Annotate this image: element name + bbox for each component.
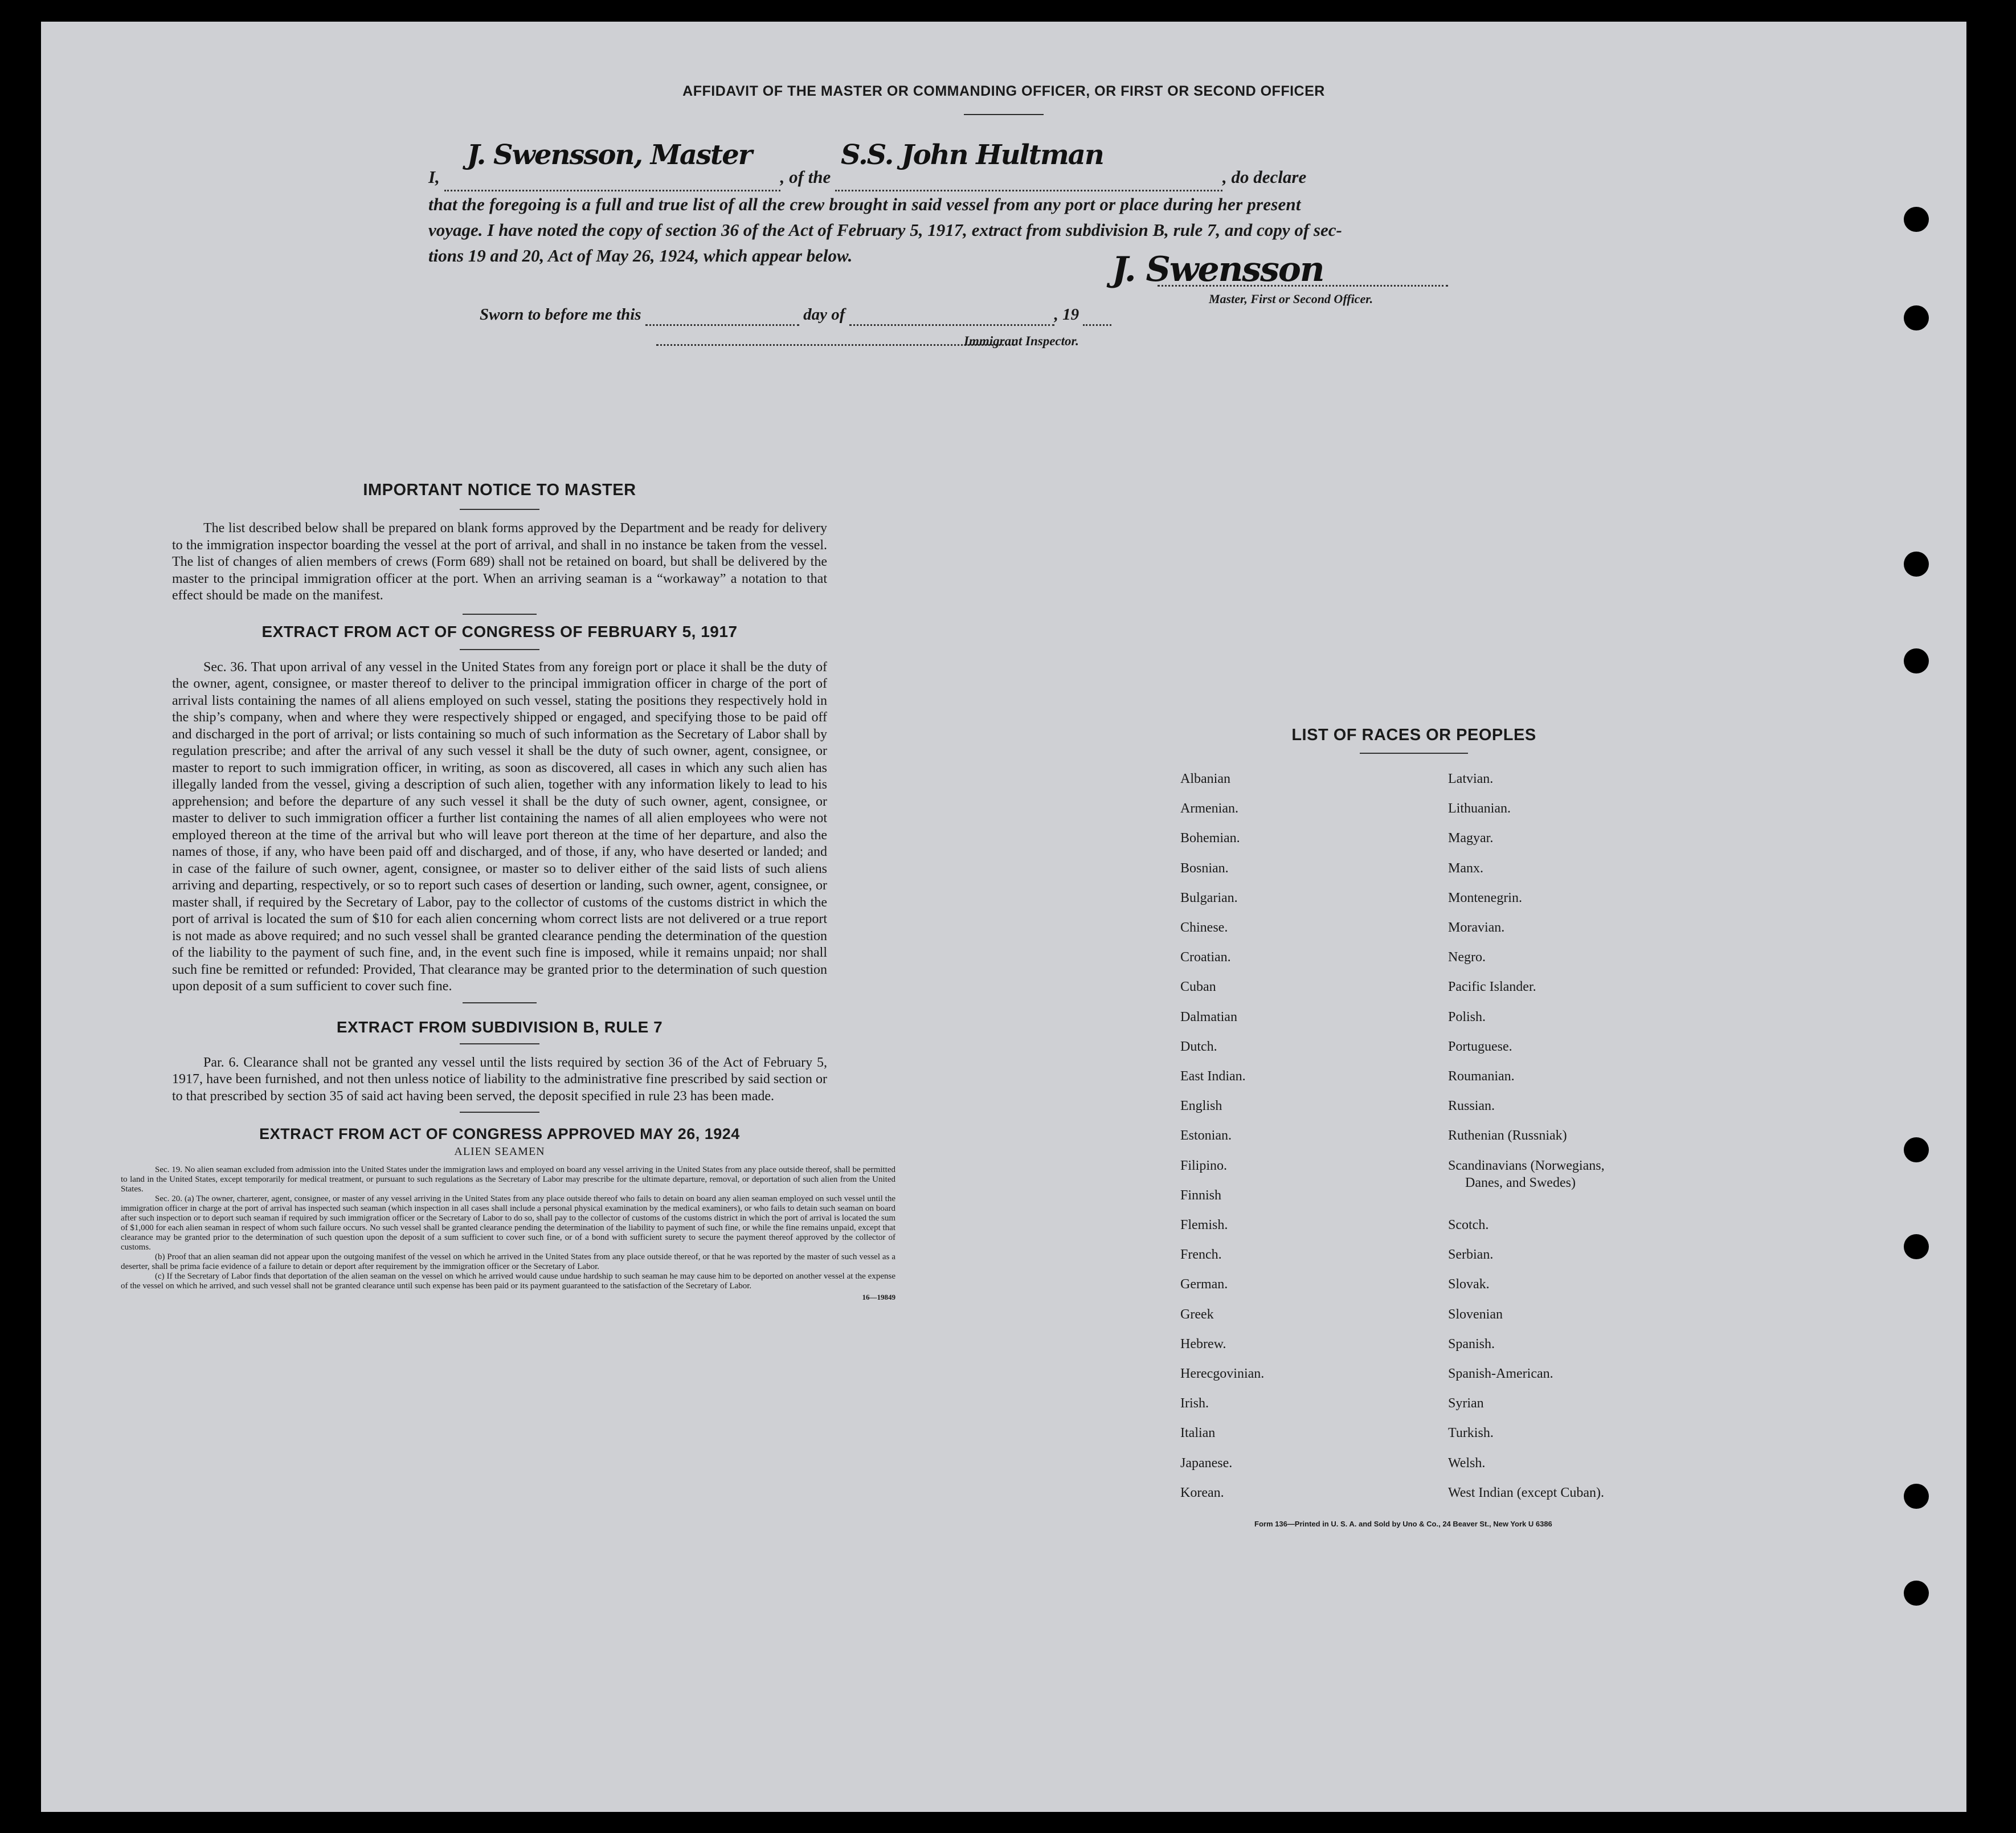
punch-hole <box>1904 1581 1929 1606</box>
race-item: Latvian. <box>1448 771 1494 786</box>
race-item: Irish. <box>1180 1396 1209 1411</box>
races-right-column <box>1408 771 1807 1546</box>
races-section <box>1158 726 1670 754</box>
race-item: Cuban <box>1180 979 1216 995</box>
race-item: Serbian. <box>1448 1247 1494 1263</box>
race-item: Slovak. <box>1448 1277 1490 1292</box>
affidavit-line-4: tions 19 and 20, Act of May 26, 1924, which appear below. <box>428 246 853 266</box>
race-item: Lithuanian. <box>1448 801 1511 817</box>
subdivision-body: Par. 6. Clearance shall not be granted any vessel until the lists required by section 36 of the Act of February 5, 1917, have been furnished, and not then unless notice of liability to the administrative fine prescribed by said section or to that prescribed by section 35 of said act having been served, the deposit specified in rule 23 has been made. <box>172 1055 827 1104</box>
signature-line <box>1158 285 1448 287</box>
affidavit-line-3: voyage. I have noted the copy of section 36 of the Act of February 5, 1917, extract from subdivision B, rule 7, and copy of sec- <box>428 220 1342 240</box>
race-item: French. <box>1180 1247 1222 1263</box>
race-item: Ruthenian (Russniak) <box>1448 1128 1567 1144</box>
section-20b: (b) Proof that an alien seaman did not appear upon the outgoing manifest of the vessel on which he arrived in the United States from any place outside thereof, or that he was reported by the master of such vessel as a deserter, shall be prima facie evidence of a failure to detain or deport after requirement by the immigration officer or the Secretary of Labor. <box>121 1252 895 1271</box>
race-item: Scotch. <box>1448 1218 1489 1232</box>
affidavit-of-the: , of the <box>780 167 831 187</box>
punch-hole <box>1904 552 1929 577</box>
section-20c: (c) If the Secretary of Labor finds that deportation of the alien seaman on the vessel on which he arrived would cause undue hardship to such seaman he may cause him to be deported on another vessel at the expense of the vessel on which he arrived, and such vessel shall not be granted clearance until such expense has been paid or its payment guaranteed to the satisfaction of the Secretary of Labor. <box>121 1272 895 1291</box>
subdivision-divider <box>460 1043 539 1044</box>
master-name-handwriting: J. Swensson, Master <box>467 139 752 171</box>
race-item: Hebrew. <box>1180 1336 1226 1352</box>
race-item: Bohemian. <box>1180 831 1240 846</box>
race-item: Pacific Islander. <box>1448 979 1536 995</box>
race-item: Spanish. <box>1448 1336 1495 1352</box>
subdivision-end-divider <box>460 1112 539 1113</box>
punch-hole <box>1904 1137 1929 1162</box>
affidavit-title: AFFIDAVIT OF THE MASTER OR COMMANDING OFFICER, OR FIRST OR SECOND OFFICER <box>682 83 1325 99</box>
punch-hole <box>1904 305 1929 330</box>
form-footer: Form 136—Printed in U. S. A. and Sold by Uno & Co., 24 Beaver St., New York U 6386 <box>1254 1520 1552 1528</box>
alien-seamen-subtitle: ALIEN SEAMEN <box>454 1145 545 1158</box>
race-item: Russian. <box>1448 1099 1495 1114</box>
extract-1917-divider <box>460 649 539 650</box>
race-item: East Indian. <box>1180 1069 1246 1084</box>
race-item: Croatian. <box>1180 950 1231 965</box>
race-item: Negro. <box>1448 950 1486 965</box>
affidavit-line-2: that the foregoing is a full and true list of all the crew brought in said vessel from any port or place during her present <box>428 194 1301 214</box>
race-item: Albanian <box>1180 771 1230 786</box>
race-item: Syrian <box>1448 1396 1484 1411</box>
notice-title: IMPORTANT NOTICE TO MASTER <box>363 481 636 499</box>
extract-1924-title: EXTRACT FROM ACT OF CONGRESS APPROVED MAY 26, 1924 <box>259 1125 740 1142</box>
affidavit-declaration <box>428 139 1545 268</box>
sworn-year: 19 <box>1062 305 1079 324</box>
races-title: LIST OF RACES OR PEOPLES <box>1291 726 1536 744</box>
race-item: Scandinavians (Norwegians, <box>1448 1158 1605 1173</box>
master-name-field <box>444 139 780 191</box>
race-item: Estonian. <box>1180 1128 1232 1144</box>
section-20a: Sec. 20. (a) The owner, charterer, agent, consignee, or master of any vessel arriving in the United States from any place outside thereof who fails to detain on board any alien seaman employed on such vessel until the immigration officer in charge at the port of arrival has inspected such seaman (which inspection in all cases shall include a personal physical examination by the medical examiners), or who fails to detain such seaman on board after such inspection or to deport such seaman if required by such immigration officer or the Secretary of Labor to do so, shall pay to the collector of customs of the customs district in which the port of arrival is located the sum of $1,000 for each alien seaman in respect of whom such failure occurs. No such vessel shall be granted clearance pending the determination of the liability to payment of such fine, or while the fine remains unpaid, except that clearance may be granted prior to the determination of such question upon the deposit of a sum sufficient to cover such fine, or of a bond with sufficient surety to secure the payment thereof approved by the collector of customs. <box>121 1194 895 1252</box>
race-item: Slovenian <box>1448 1307 1503 1322</box>
race-item: Manx. <box>1448 860 1483 876</box>
sworn-day-of: day of <box>803 305 845 324</box>
notice-end-divider <box>463 614 537 615</box>
race-item: Dutch. <box>1180 1039 1217 1054</box>
race-item: Portuguese. <box>1448 1039 1512 1054</box>
races-left-column <box>1180 771 1408 1546</box>
race-item: Greek <box>1180 1307 1214 1322</box>
race-item: Spanish-American. <box>1448 1366 1553 1381</box>
notice-body: The list described below shall be prepared on blank forms approved by the Department and be ready for delivery to the immigration inspector boarding the vessel at the port of arrival, and shall in no instance be taken from the vessel. The list of changes of alien members of crews (Form 689) shall not be retained on board, but shall be delivered by the master to the principal immigration officer at the port. When an arriving seaman is a “workaway” a notation to that effect should be made on the manifest. <box>172 521 827 603</box>
race-item: Armenian. <box>1180 801 1238 817</box>
document-sheet <box>41 22 1966 1812</box>
sworn-line: Sworn to before me this day of , 19 <box>480 305 1111 326</box>
extract-1917-end-divider <box>463 1002 537 1003</box>
inspector-label: Immigrant Inspector. <box>964 334 1079 348</box>
race-item: Filipino. <box>1180 1158 1228 1173</box>
race-item: Montenegrin. <box>1448 890 1522 905</box>
race-item: German. <box>1180 1277 1228 1292</box>
races-divider <box>1360 753 1468 754</box>
race-item: Welsh. <box>1448 1455 1486 1471</box>
race-item: Bulgarian. <box>1180 890 1238 905</box>
race-item: Finnish <box>1180 1187 1222 1203</box>
race-item: Bosnian. <box>1180 860 1229 876</box>
sworn-year-field <box>1083 305 1111 326</box>
race-item: Magyar. <box>1448 831 1494 846</box>
race-item: Danes, and Swedes) <box>1465 1175 1576 1190</box>
extract-1917-title: EXTRACT FROM ACT OF CONGRESS OF FEBRUARY 5, 1917 <box>261 622 738 640</box>
sworn-prefix: Sworn to before me this <box>480 305 641 324</box>
affidavit-line-1 <box>428 139 1545 191</box>
print-code: 16—19849 <box>862 1293 895 1301</box>
race-item: West Indian (except Cuban). <box>1448 1485 1604 1500</box>
race-item: Polish. <box>1448 1009 1486 1024</box>
race-item: Herecgovinian. <box>1180 1366 1265 1381</box>
race-item: Flemish. <box>1180 1218 1228 1232</box>
subdivision-title: EXTRACT FROM SUBDIVISION B, RULE 7 <box>336 1018 663 1036</box>
punch-hole <box>1904 1484 1929 1509</box>
affidavit-do-declare: , do declare <box>1222 167 1307 187</box>
signature-handwriting: J. Swensson <box>1112 250 1324 289</box>
sworn-day-field <box>645 305 799 326</box>
race-item: Chinese. <box>1180 920 1228 935</box>
notice-divider <box>460 509 539 510</box>
race-item: Korean. <box>1180 1485 1224 1500</box>
race-item: Dalmatian <box>1180 1009 1237 1024</box>
inspector-line <box>656 344 1015 346</box>
signature-label: Master, First or Second Officer. <box>1209 292 1373 306</box>
section-19: Sec. 19. No alien seaman excluded from admission into the United States under the immigration laws and employed on board any vessel arriving in the United States from any place outside thereof, shall be permitted to land in the United States, except temporarily for medical treatment, or pursuant to such regulations as the Secretary of Labor may prescribe for the ultimate departure, removal, or deportation of such alien from the United States. <box>121 1165 895 1194</box>
punch-hole <box>1904 648 1929 673</box>
left-column <box>121 481 895 1302</box>
extract-1917-body: Sec. 36. That upon arrival of any vessel in the United States from any foreign port or place it shall be the duty of the owner, agent, consignee, or master thereof to deliver to the principal immigration officer in charge of the port of arrival lists containing the names of all aliens employed on such vessel, stating the positions they respectively hold in the ship’s company, when and where they were respectively shipped or engaged, and specifying those to be paid off and discharged in the port of arrival; or lists containing so much of such information as the Secretary of Labor shall by regulation prescribe; and after the arrival of any such vessel it shall be the duty of such owner, agent, consignee, or master to report to such immigration officer, in writing, as soon as discovered, all cases in which any such alien has illegally landed from the vessel, giving a description of such alien, together with any information likely to lead to his apprehension; and before the departure of any such vessel it shall be the duty of such owner, agent, consignee, or master to deliver to such immigration officer a further list containing the names of all alien employees who were not employed thereon at the time of the arrival but who will leave port thereon at the time of her departure, and also the names of those, if any, who have been paid off and discharged, and of those, if any, who have deserted or landed; and in case of the failure of such owner, agent, consignee, or master so to deliver either of the said lists of such aliens arriving and departing, respectively, or so to report such cases of desertion or landing, such owner, agent, consignee, or master shall, if required by the Secretary of Labor, pay to the collector of customs of the customs district in which the port of arrival is located the sum of $10 for each alien concerning whom correct lists are not delivered or a true report is not made as above required; and no such vessel shall be granted clearance pending the determination of the question of the liability to the payment of such fine, and, in the event such fine is imposed, while it remains unpaid; nor shall such fine be remitted or refunded: Provided, That clearance may be granted prior to the determination of such question upon deposit of a sum sufficient to cover such fine. <box>172 659 827 994</box>
race-item: Turkish. <box>1448 1426 1494 1441</box>
race-item: Italian <box>1180 1426 1216 1441</box>
race-item: Roumanian. <box>1448 1069 1515 1084</box>
vessel-name-handwriting: S.S. John Hultman <box>841 139 1103 171</box>
sworn-month-field <box>849 305 1054 326</box>
race-item: Japanese. <box>1180 1455 1233 1471</box>
title-divider <box>964 114 1044 115</box>
vessel-name-field <box>835 139 1222 191</box>
punch-hole <box>1904 1234 1929 1259</box>
affidavit-prefix: I, <box>428 167 440 187</box>
race-item: English <box>1180 1099 1222 1114</box>
punch-hole <box>1904 207 1929 232</box>
extract-1924-text <box>121 1165 895 1302</box>
race-item: Moravian. <box>1448 920 1505 935</box>
